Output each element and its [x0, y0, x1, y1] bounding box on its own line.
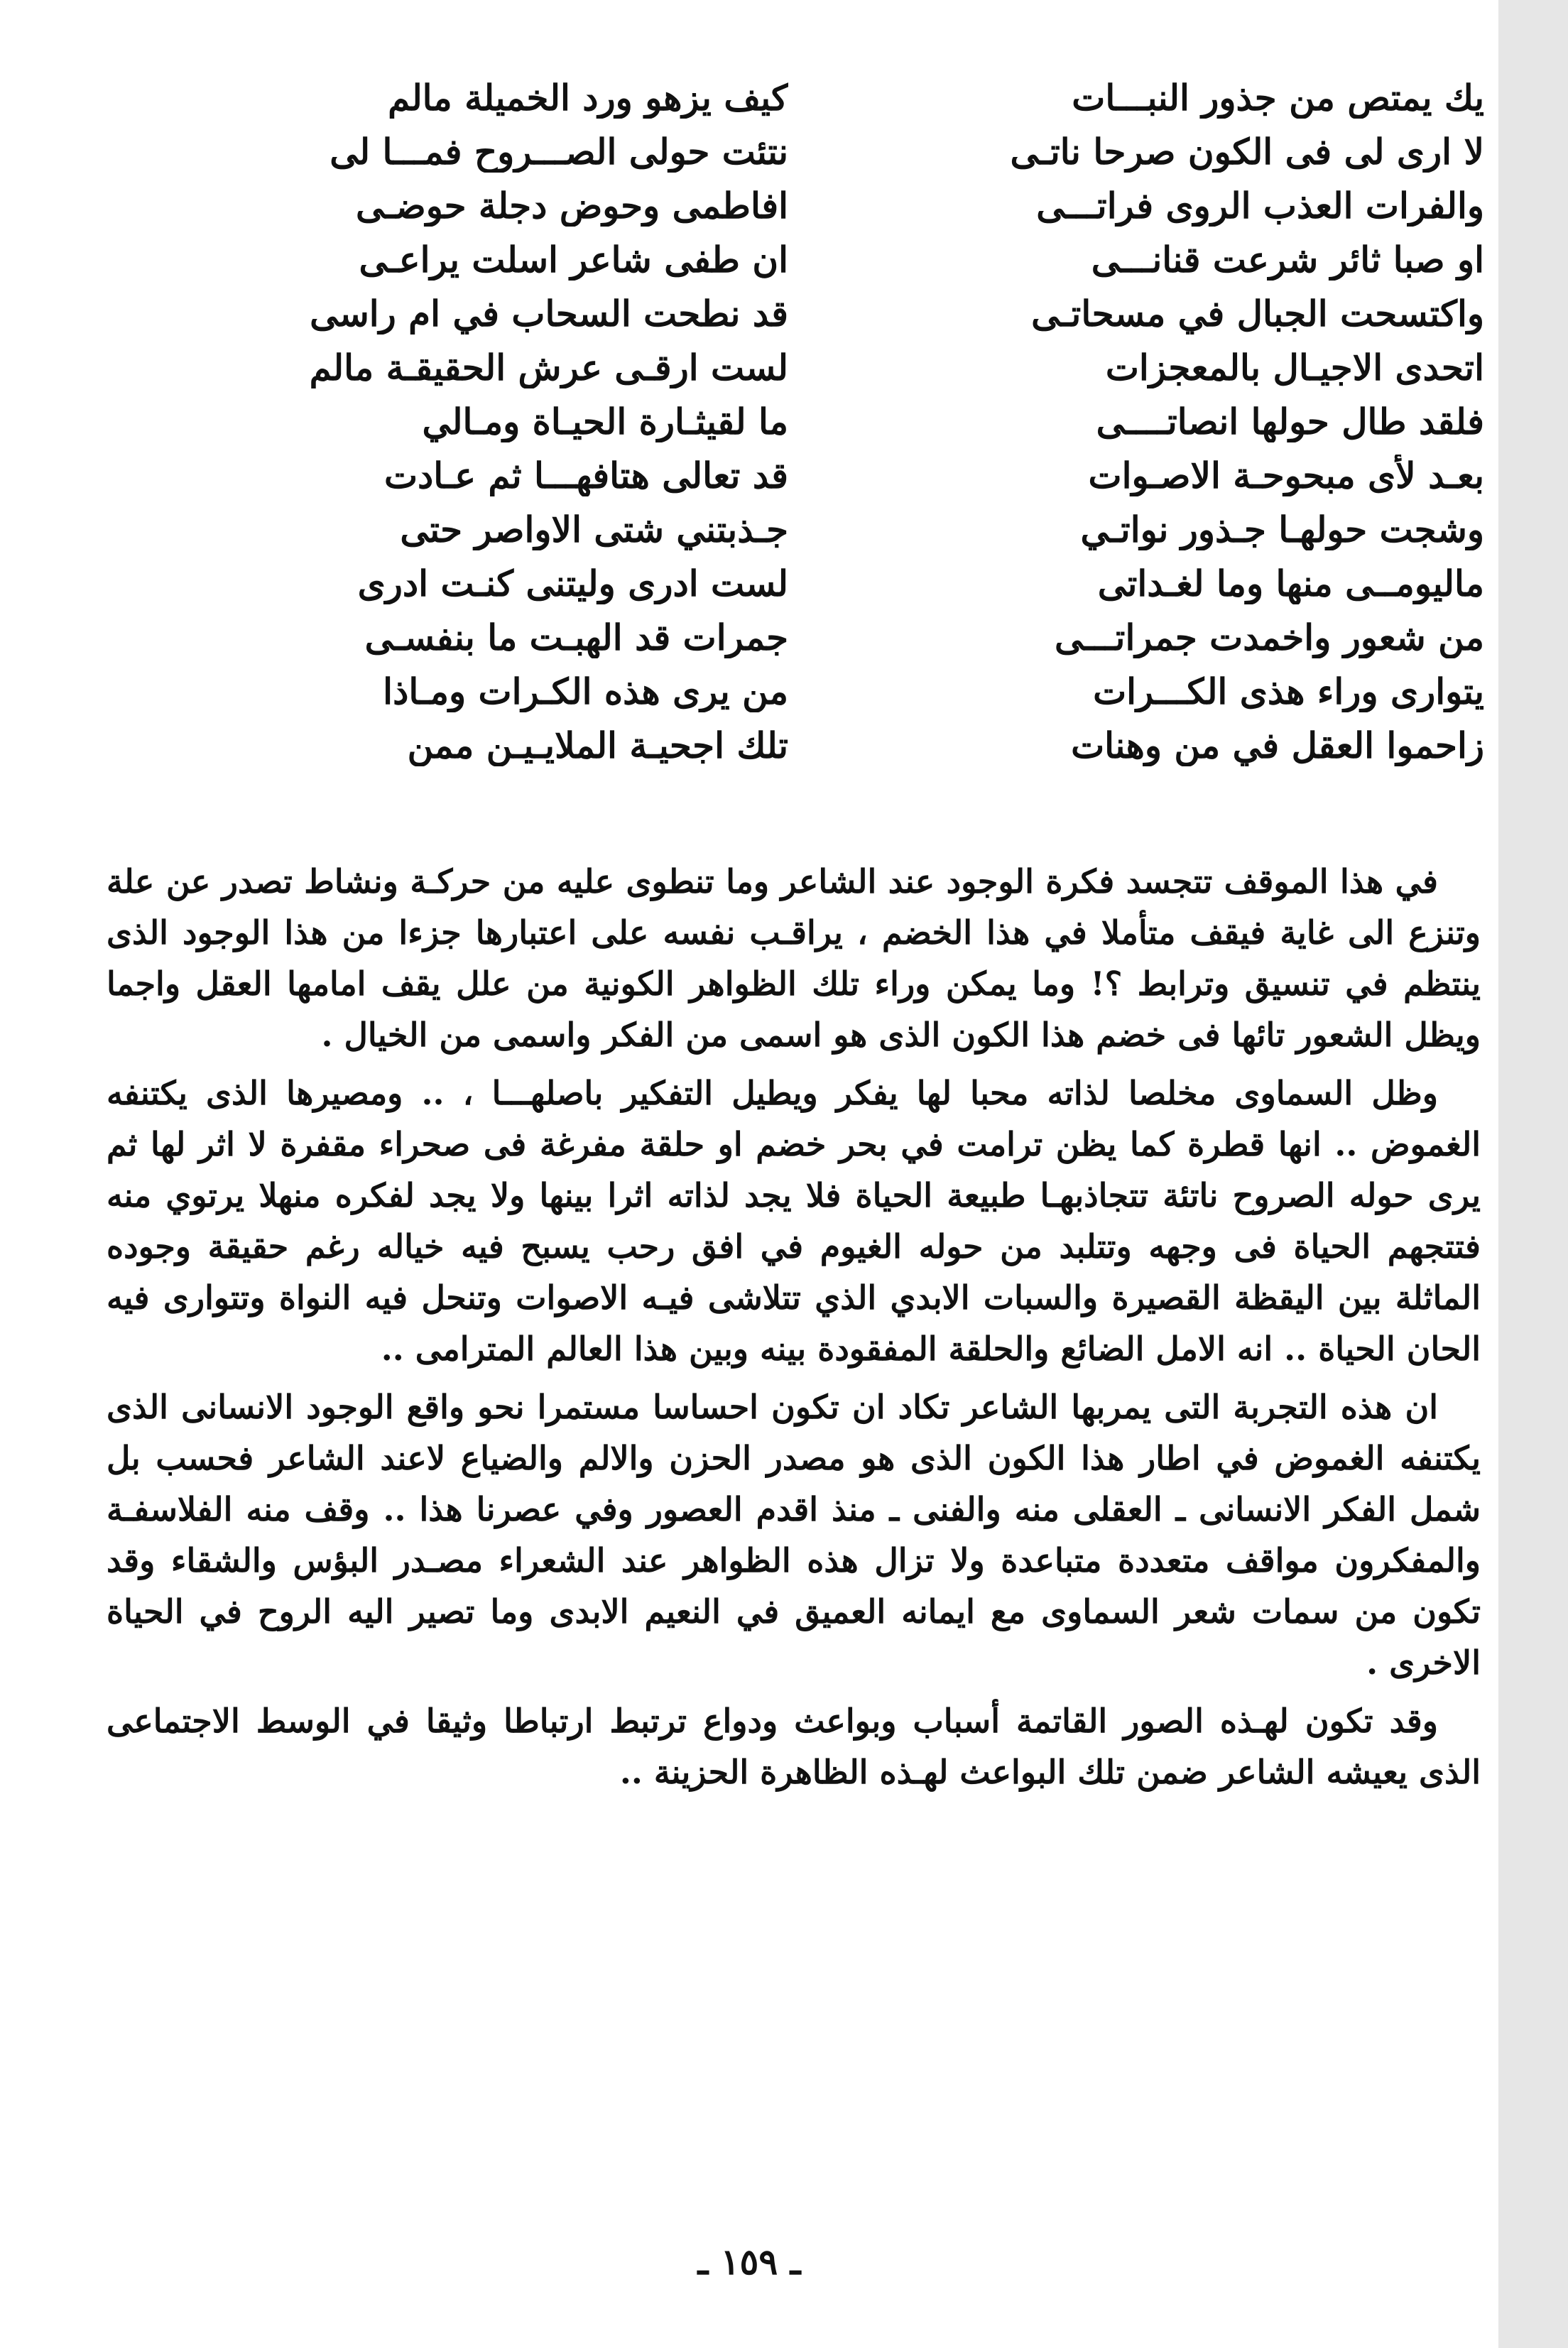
verse-first-hemistich: كيف يزهو ورد الخميلة مالم [388, 77, 788, 119]
verse-line [149, 347, 1484, 401]
verse-second-hemistich: زاحموا العقل في من وهنات [1071, 724, 1484, 766]
verse-first-hemistich: لست ادرى وليتنى كنـت ادرى [357, 562, 788, 604]
verse-first-hemistich: من يرى هذه الكـرات ومـاذا [383, 670, 788, 712]
verse-first-hemistich: قد تعالى هتافهـــا ثم عـادت [383, 455, 788, 496]
verse-line [149, 131, 1484, 185]
verse-second-hemistich: يتوارى وراء هذى الكـــرات [1093, 670, 1484, 712]
verse-line [149, 562, 1484, 616]
verse-line [149, 455, 1484, 509]
verse-first-hemistich: ان طفى شاعر اسلت يراعـى [359, 239, 788, 281]
scan-margin [1498, 0, 1568, 2348]
verse-line [149, 670, 1484, 724]
verse-line [149, 509, 1484, 562]
verse-line [149, 724, 1484, 778]
verse-second-hemistich: والفرات العذب الروى فراتـــى [1036, 185, 1484, 227]
verse-first-hemistich: قد نطحت السحاب في ام راسى [310, 293, 788, 335]
verse-second-hemistich: يك يمتص من جذور النبـــات [1072, 77, 1484, 119]
verse-second-hemistich: وشجت حولهـا جـذور نواتـي [1080, 509, 1484, 550]
verse-line [149, 185, 1484, 239]
poem [149, 77, 1484, 778]
verse-second-hemistich: بعـد لأى مبحوحـة الاصـوات [1088, 455, 1484, 496]
verse-second-hemistich: من شعور واخمدت جمراتـــى [1054, 616, 1484, 658]
verse-line [149, 77, 1484, 131]
verse-first-hemistich: لست ارقـى عرش الحقيقـة مالم [309, 347, 788, 388]
page-number: ـ ١٥٩ ـ [697, 2241, 801, 2283]
verse-line [149, 616, 1484, 670]
verse-first-hemistich: تلك اجحيـة الملايـيـن ممن [407, 724, 788, 766]
verse-line [149, 401, 1484, 455]
verse-first-hemistich: جـذبتني شتى الاواصر حتى [400, 509, 788, 550]
verse-first-hemistich: نتئت حولى الصـــروح فمـــا لى [330, 131, 788, 173]
paragraph: وظل السماوى مخلصا لذاته محبا لها يفكر ويطيل التفكير باصلهـــا ، .. ومصيرها الذى يكتنفه الغموض .. انها قطرة كما يظن ترامت في بحر خضم او حلقة مفرغة فى صحراء مقفرة لا اثر لها ثم يرى حوله الصروح ناتئة تتجاذبهـا طبيعة الحياة فلا يجد لذاته اثرا بينها ولا يجد لفكره منهلا يرتوي منه فتتجهم الحياة فى وجهه وتتلبد من حوله الغيوم في افق رحب يسبح فيه خياله رغم حقيقة وجوده الماثلة بين اليقظة القصيرة والسبات الابدي الذي تتلاشى فيـه الاصوات وتنحل فيه النواة وتتوارى فيه الحان الحياة .. انه الامل الضائع والحلقة المفقودة بينه وبين هذا العالم المترامى .. [107, 1074, 1481, 1368]
verse-first-hemistich: ما لقيثـارة الحيـاة ومـالي [422, 401, 788, 442]
verse-first-hemistich: جمرات قد الهبـت ما بنفسـى [364, 616, 788, 658]
paragraph: ان هذه التجربة التى يمربها الشاعر تكاد ان تكون احساسا مستمرا نحو واقع الوجود الانسانى الذى يكتنفه الغموض في اطار هذا الكون الذى هو مصدر الحزن والالم والضياع لاعند الشاعر فحسب بل شمل الفكر الانسانى ـ العقلى منه والفنى ـ منذ اقدم العصور وفي عصرنا هذا .. وقف منه الفلاسفـة والمفكرون مواقف متعددة متباعدة ولا تزال هذه الظواهر عند الشعراء مصـدر البؤس والشقاء وقد تكون من سمات شعر السماوى مع ايمانه العميق في النعيم الابدى وما تصير اليه الروح في الحياة الاخرى . [107, 1388, 1481, 1682]
verse-line [149, 239, 1484, 293]
verse-second-hemistich: ماليومــى منها وما لغـداتى [1097, 562, 1484, 604]
verse-second-hemistich: اتحدى الاجيـال بالمعجزات [1105, 347, 1484, 388]
verse-line [149, 293, 1484, 347]
paragraph: في هذا الموقف تتجسد فكرة الوجود عند الشاعر وما تنطوى عليه من حركـة ونشاط تصدر عن علة وتنزع الى غاية فيقف متأملا في هذا الخضم ، يراقـب نفسه على اعتبارها جزءا من هذا الوجود الذى ينتظم في تنسيق وترابط ؟! وما يمكن وراء تلك الظواهر الكونية من علل يقف امامها العقل واجما ويظل الشعور تائها فى خضم هذا الكون الذى هو اسمى من الفكر واسمى من الخيال . [107, 862, 1481, 1054]
verse-second-hemistich: او صبا ثائر شرعت قنانـــى [1091, 239, 1484, 281]
verse-second-hemistich: واكتسحت الجبال في مسحاتـى [1031, 293, 1484, 335]
prose-body [107, 856, 1481, 1805]
paragraph: وقد تكون لهـذه الصور القاتمة أسباب وبواعث ودواع ترتبط ارتباطا وثيقا في الوسط الاجتماعى الذى يعيشه الشاعر ضمن تلك البواعث لهـذه الظاهرة الحزينة .. [107, 1702, 1481, 1791]
verse-second-hemistich: لا ارى لى فى الكون صرحا ناتـى [1010, 131, 1484, 173]
verse-second-hemistich: فلقد طال حولها انصاتــــى [1096, 401, 1484, 442]
verse-first-hemistich: افاطمى وحوض دجلة حوضـى [355, 185, 788, 227]
